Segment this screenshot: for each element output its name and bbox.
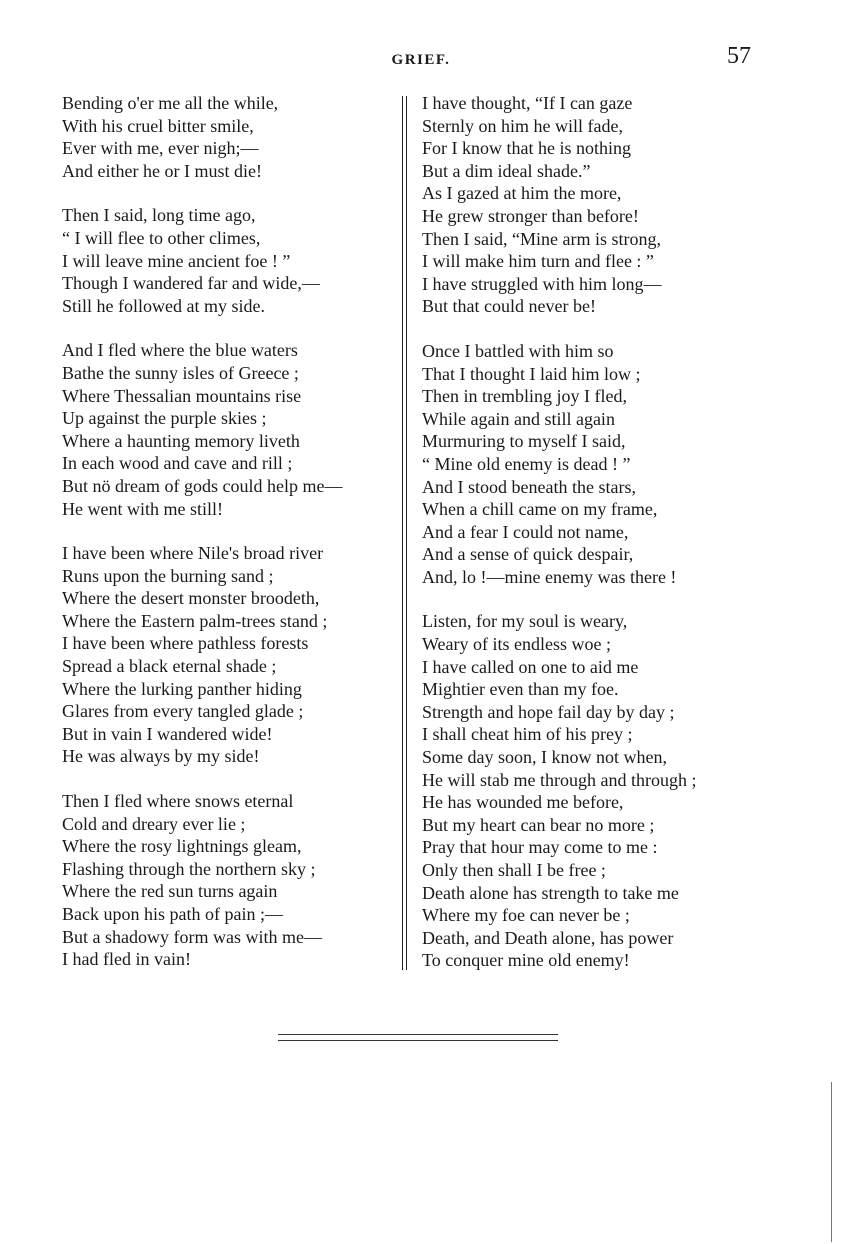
stanza bbox=[62, 790, 342, 971]
poem-line: Runs upon the burning sand ; bbox=[62, 565, 274, 586]
poem-line: Then I said, long time ago, bbox=[62, 205, 256, 226]
poem-line: But that could never be! bbox=[422, 296, 596, 317]
poem-line: Strength and hope fail day by day ; bbox=[422, 701, 675, 722]
poem-line: With his cruel bitter smile, bbox=[62, 115, 254, 136]
poem-line: Weary of its endless woe ; bbox=[422, 634, 611, 655]
end-rule bbox=[278, 1034, 558, 1041]
poem-line: And, lo !—mine enemy was there ! bbox=[422, 566, 677, 587]
stanza bbox=[62, 542, 342, 768]
poem-line: And either he or I must die! bbox=[62, 160, 262, 181]
poem-line: But in vain I wandered wide! bbox=[62, 723, 273, 744]
poem-line: I have called on one to aid me bbox=[422, 656, 639, 677]
poem-line: Once I battled with him so bbox=[422, 340, 614, 361]
page-edge-mark bbox=[831, 1082, 832, 1242]
poem-line: Where my foe can never be ; bbox=[422, 905, 630, 926]
poem-line: But a shadowy form was with me— bbox=[62, 926, 322, 947]
poem-line: Spread a black eternal shade ; bbox=[62, 656, 277, 677]
poem-line: But a dim ideal shade.” bbox=[422, 160, 591, 181]
poem-line: Then I said, “Mine arm is strong, bbox=[422, 228, 661, 249]
poem-line: Still he followed at my side. bbox=[62, 295, 265, 316]
poem-line: Where Thessalian mountains rise bbox=[62, 385, 302, 406]
poem-line: Where the rosy lightnings gleam, bbox=[62, 836, 302, 857]
poem-line: Where the Eastern palm-trees stand ; bbox=[62, 610, 328, 631]
poem-line: While again and still again bbox=[422, 408, 615, 429]
poem-line: Though I wandered far and wide,— bbox=[62, 273, 320, 294]
poem-line: Then I fled where snows eternal bbox=[62, 791, 294, 812]
poem-line: Where a haunting memory liveth bbox=[62, 430, 300, 451]
poem-line: I have struggled with him long— bbox=[422, 273, 662, 294]
poem-line: Death, and Death alone, has power bbox=[422, 927, 674, 948]
column-divider bbox=[402, 96, 407, 970]
poem-line: I shall cheat him of his prey ; bbox=[422, 724, 633, 745]
poem-line: I have been where pathless forests bbox=[62, 633, 309, 654]
poem-line: Bending o'er me all the while, bbox=[62, 93, 279, 113]
poem-line: But my heart can bear no more ; bbox=[422, 814, 655, 835]
poem-line: Where the red sun turns again bbox=[62, 881, 278, 902]
poem-line: Where the desert monster broodeth, bbox=[62, 588, 320, 609]
poem-line: Mightier even than my foe. bbox=[422, 679, 619, 700]
poem-line: I will leave mine ancient foe ! ” bbox=[62, 250, 291, 271]
poem-line: And I fled where the blue waters bbox=[62, 340, 298, 361]
poem-line: As I gazed at him the more, bbox=[422, 183, 622, 204]
poem-line: He will stab me through and through ; bbox=[422, 769, 697, 790]
poem-line: Pray that hour may come to me : bbox=[422, 837, 658, 858]
page-number: 57 bbox=[727, 43, 751, 69]
poem-line: Up against the purple skies ; bbox=[62, 408, 267, 429]
poem-line: To conquer mine old enemy! bbox=[422, 950, 630, 971]
poem-line: I have been where Nile's broad river bbox=[62, 543, 324, 564]
stanza bbox=[422, 92, 696, 318]
poem-line: Sternly on him he will fade, bbox=[422, 115, 623, 136]
stanza bbox=[422, 340, 696, 589]
poem-line: When a chill came on my frame, bbox=[422, 499, 658, 520]
poem-line: He was always by my side! bbox=[62, 746, 260, 767]
poem-column-left bbox=[62, 92, 342, 993]
poem-line: He went with me still! bbox=[62, 498, 223, 519]
poem-line: In each wood and cave and rill ; bbox=[62, 453, 293, 474]
stanza bbox=[422, 610, 696, 972]
poem-line: I will make him turn and flee : ” bbox=[422, 251, 654, 272]
stanza bbox=[62, 92, 342, 182]
poem-line: Only then shall I be free ; bbox=[422, 860, 606, 880]
poem-line: “ I will flee to other climes, bbox=[62, 227, 261, 248]
poem-line: But nö dream of gods could help me— bbox=[62, 475, 343, 496]
poem-line: Bathe the sunny isles of Greece ; bbox=[62, 362, 299, 383]
poem-line: Ever with me, ever nigh;— bbox=[62, 138, 259, 159]
poem-line: I have thought, “If I can gaze bbox=[422, 93, 633, 113]
running-title: GRIEF. bbox=[391, 52, 451, 68]
poem-line: Flashing through the northern sky ; bbox=[62, 858, 316, 879]
poem-line: Some day soon, I know not when, bbox=[422, 747, 667, 768]
poem-line: For I know that he is nothing bbox=[422, 138, 631, 159]
poem-line: And a fear I could not name, bbox=[422, 521, 629, 542]
poem-line: Murmuring to myself I said, bbox=[422, 431, 626, 452]
stanza bbox=[62, 204, 342, 317]
poem-line: That I thought I laid him low ; bbox=[422, 363, 641, 384]
poem-line: And a sense of quick despair, bbox=[422, 544, 634, 565]
poem-line: He grew stronger than before! bbox=[422, 205, 639, 226]
poem-line: “ Mine old enemy is dead ! ” bbox=[422, 453, 631, 474]
poem-line: He has wounded me before, bbox=[422, 792, 624, 813]
poem-line: Death alone has strength to take me bbox=[422, 882, 679, 903]
poem-line: I had fled in vain! bbox=[62, 949, 191, 970]
poem-line: Back upon his path of pain ;— bbox=[62, 904, 283, 924]
poem-line: Cold and dreary ever lie ; bbox=[62, 813, 246, 834]
poem-line: And I stood beneath the stars, bbox=[422, 476, 636, 497]
poem-line: Where the lurking panther hiding bbox=[62, 678, 302, 699]
poem-column-right bbox=[422, 92, 696, 994]
poem-line: Listen, for my soul is weary, bbox=[422, 611, 628, 632]
stanza bbox=[62, 339, 342, 520]
poem-line: Then in trembling joy I fled, bbox=[422, 386, 627, 407]
poem-line: Glares from every tangled glade ; bbox=[62, 701, 304, 722]
